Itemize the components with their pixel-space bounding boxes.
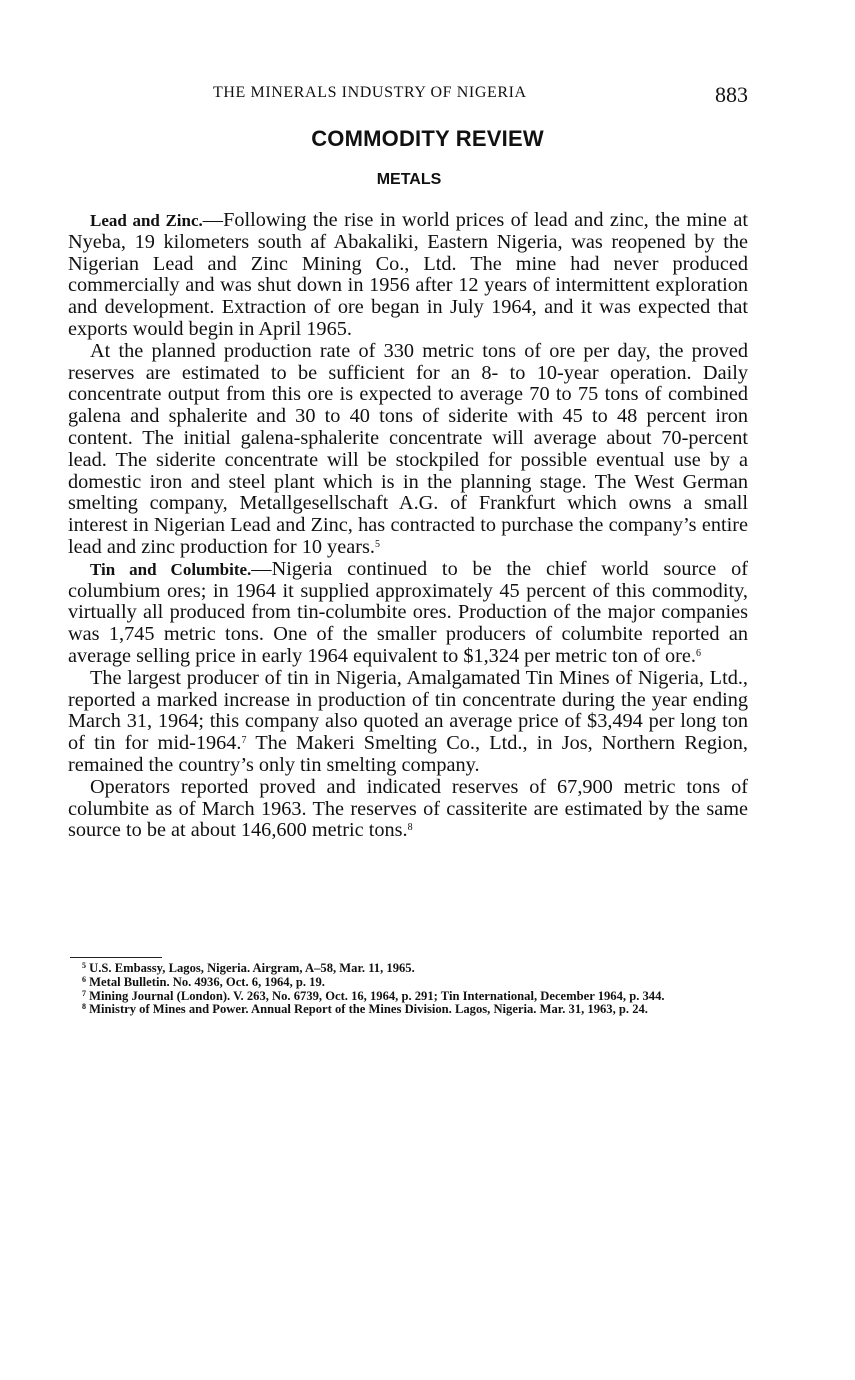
paragraph-production-rate xyxy=(68,341,748,559)
footnote xyxy=(68,1003,748,1017)
footnote-mark: 8 xyxy=(82,1002,86,1012)
footnote-mark: 7 xyxy=(82,988,86,998)
footnote-reference: 6 xyxy=(695,647,701,659)
paragraph-reserves xyxy=(68,777,748,842)
running-head xyxy=(68,82,748,108)
footnote xyxy=(68,962,748,976)
footnote-reference: 5 xyxy=(374,538,380,550)
paragraph-text: —Nigeria continued to be the chief world source of columbium ores; in 1964 it supplied approximately 45 percent of this commodity, virtually all produced from tin-columbite ores. Production of the major companies was 1,745 metric tons. One of the smaller producers of columbite reported an average selling price in early 1964 equivalent to $1,324 per metric ton of ore. xyxy=(68,557,748,667)
paragraph-text: At the planned production rate of 330 metric tons of ore per day, the proved reserves are estimated to be sufficient for an 8- to 10-year operation. Daily concentrate output from this ore is expected to average 70 to 75 tons of combined galena and sphalerite and 30 to 40 tons of siderite with 45 to 48 percent iron content. The initial galena-sphalerite concentrate will average about 70-percent lead. The siderite concentrate will be stockpiled for possible eventual use by a domestic iron and steel plant which is in the planning stage. The West German smelting company, Metallgesellschaft A.G. of Frankfurt which owns a small interest in Nigerian Lead and Zinc, has contracted to purchase the company’s entire lead and zinc production for 10 years. xyxy=(68,339,748,558)
run-in-heading: Lead and Zinc. xyxy=(90,211,203,230)
footnotes xyxy=(68,962,748,1017)
footnote-mark: 5 xyxy=(82,961,86,970)
footnote-text: Mining Journal (London). V. 263, No. 6739, Oct. 16, 1964, p. 291; Tin International, December 1964, p. 344. xyxy=(86,988,665,1003)
run-in-heading: Tin and Columbite. xyxy=(90,559,252,579)
footnote xyxy=(68,990,748,1004)
footnote-text: Metal Bulletin. No. 4936, Oct. 6, 1964, p. 19. xyxy=(86,974,325,989)
footnote-rule xyxy=(70,957,162,958)
footnote-text: U.S. Embassy, Lagos, Nigeria. Airgram, A–58, Mar. 11, 1965. xyxy=(86,961,415,975)
paragraph-text: The largest producer of tin in Nigeria, Amalgamated Tin Mines of Nigeria, Ltd., reported a marked increase in production of tin concentrate during the year ending March 31, 1964; this company also quoted an average price of $3,494 per long ton of tin for mid-1964. xyxy=(68,666,748,755)
footnote-mark: 6 xyxy=(82,974,86,984)
page-number: 883 xyxy=(715,82,748,107)
footnote-reference: 8 xyxy=(407,822,413,834)
footnote-text: Ministry of Mines and Power. Annual Report of the Mines Division. Lagos, Nigeria. Mar. 31, 1963, p. 24. xyxy=(86,1002,648,1017)
paragraph-text: The Makeri Smelting Co., Ltd., in Jos, Northern Region, remained the country’s only tin smelting company. xyxy=(68,732,748,776)
paragraph-text: —Following the rise in world prices of lead and zinc, the mine at Nyeba, 19 kilometers south af Abakaliki, Eastern Nigeria, was reopened by the Nigerian Lead and Zinc Mining Co., Ltd. The mine had never produced commercially and was shut down in 1956 after 12 years of intermittent exploration and development. Extraction of ore began in July 1964, and it was expected that exports would begin in April 1965. xyxy=(68,209,749,340)
footnote xyxy=(68,976,748,990)
paragraph-text: Operators reported proved and indicated reserves of 67,900 metric tons of columbite as of March 1963. The reserves of cassiterite are estimated by the same source to be at about 146,600 metric tons. xyxy=(68,775,748,842)
section-title: COMMODITY REVIEW xyxy=(311,126,544,151)
paragraph-lead-and-zinc xyxy=(68,210,748,341)
paragraph-largest-tin-producer xyxy=(68,668,748,777)
running-title: THE MINERALS INDUSTRY OF NIGERIA xyxy=(213,84,527,101)
subsection-title: METALS xyxy=(376,171,442,188)
paragraph-tin-and-columbite xyxy=(68,559,748,668)
body-text xyxy=(68,210,748,842)
footnote-reference: 7 xyxy=(241,735,247,747)
